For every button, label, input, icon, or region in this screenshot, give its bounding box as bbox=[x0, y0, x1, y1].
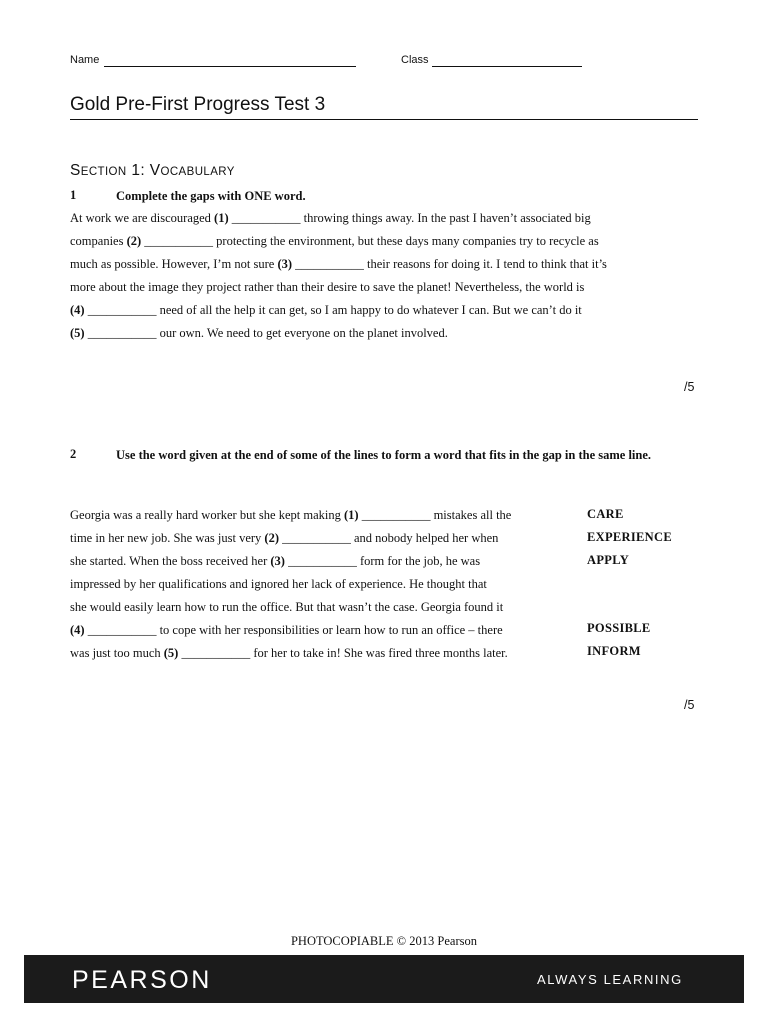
gap-number: (2) bbox=[126, 234, 142, 248]
q2-line bbox=[70, 553, 480, 569]
q2-line bbox=[70, 645, 508, 661]
passage-text: companies bbox=[70, 234, 127, 248]
passage-text: she would easily learn how to run the office. But that wasn’t the case. Georgia found it bbox=[70, 600, 504, 614]
passage-text: ___________ form for the job, he was bbox=[284, 554, 481, 568]
passage-text: ___________ our own. We need to get everyone on the planet involved. bbox=[84, 326, 448, 340]
gap-number: (5) bbox=[163, 646, 179, 660]
passage-text: ___________ throwing things away. In the past I haven’t associated big bbox=[228, 211, 591, 225]
class-label: Class bbox=[401, 54, 429, 66]
passage-text: At work we are discouraged bbox=[70, 211, 215, 225]
keyword-experience: EXPERIENCE bbox=[587, 530, 672, 544]
passage-text: time in her new job. She was just very bbox=[70, 531, 265, 545]
section-heading: SECTION 1: VOCABULARY bbox=[70, 162, 235, 179]
q2-line bbox=[70, 622, 503, 638]
q2-line bbox=[70, 599, 503, 615]
keyword-inform: INFORM bbox=[587, 644, 641, 658]
question-1-marks: /5 bbox=[684, 380, 695, 394]
pearson-logo: PEARSON bbox=[72, 966, 212, 994]
name-field-line[interactable] bbox=[104, 66, 356, 67]
passage-text: ___________ protecting the environment, but these days many companies try to recycle as bbox=[141, 234, 599, 248]
passage-text: Georgia was a really hard worker but she kept making bbox=[70, 508, 344, 522]
keyword-apply: APPLY bbox=[587, 553, 630, 567]
gap-number: (1) bbox=[344, 508, 359, 522]
q1-line bbox=[70, 256, 607, 272]
title-divider bbox=[70, 119, 698, 120]
gap-number: (4) bbox=[70, 303, 85, 317]
passage-text: ___________ and nobody helped her when bbox=[279, 531, 499, 545]
keyword-care: CARE bbox=[587, 507, 624, 521]
passage-text: ___________ to cope with her responsibilities or learn how to run an office – there bbox=[84, 623, 503, 637]
q2-line bbox=[70, 576, 487, 592]
gap-number: (3) bbox=[270, 554, 285, 568]
q2-line bbox=[70, 507, 511, 523]
q1-line bbox=[70, 210, 591, 226]
passage-text: was just too much bbox=[70, 646, 164, 660]
passage-text: ___________ for her to take in! She was fired three months later. bbox=[178, 646, 508, 660]
gap-number: (5) bbox=[70, 326, 85, 340]
passage-text: more about the image they project rather than their desire to save the planet! Nevertheless, the world is bbox=[70, 280, 585, 294]
gap-number: (3) bbox=[277, 257, 293, 271]
keyword-possible: POSSIBLE bbox=[587, 621, 651, 635]
passage-text: ___________ mistakes all the bbox=[358, 508, 512, 522]
q1-line bbox=[70, 233, 599, 249]
class-field-line[interactable] bbox=[432, 66, 582, 67]
question-2-marks: /5 bbox=[684, 698, 695, 712]
name-label: Name bbox=[70, 54, 100, 66]
q2-line bbox=[70, 530, 498, 546]
q1-line bbox=[70, 279, 584, 295]
passage-text: ___________ need of all the help it can get, so I am happy to do whatever I can. But we can’t do it bbox=[84, 303, 582, 317]
question-1-number: 1 bbox=[70, 188, 77, 202]
page-title: Gold Pre-First Progress Test 3 bbox=[70, 94, 326, 115]
gap-number: (4) bbox=[70, 623, 85, 637]
q1-line bbox=[70, 325, 448, 341]
passage-text: impressed by her qualifications and ignored her lack of experience. He thought that bbox=[70, 577, 487, 591]
question-2-number: 2 bbox=[70, 447, 77, 461]
passage-text: much as possible. However, I’m not sure bbox=[70, 257, 278, 271]
passage-text: ___________ their reasons for doing it. I tend to think that it’s bbox=[292, 257, 607, 271]
passage-text: she started. When the boss received her bbox=[70, 554, 271, 568]
brand-tagline: ALWAYS LEARNING bbox=[537, 972, 683, 987]
question-2-instruction: Use the word given at the end of some of the lines to form a word that fits in the gap in the same line. bbox=[116, 448, 652, 462]
gap-number: (1) bbox=[214, 211, 229, 225]
q1-line bbox=[70, 302, 582, 318]
copyright-notice: PHOTOCOPIABLE © 2013 Pearson bbox=[290, 934, 477, 948]
question-1-instruction: Complete the gaps with ONE word. bbox=[116, 189, 306, 203]
gap-number: (2) bbox=[264, 531, 279, 545]
